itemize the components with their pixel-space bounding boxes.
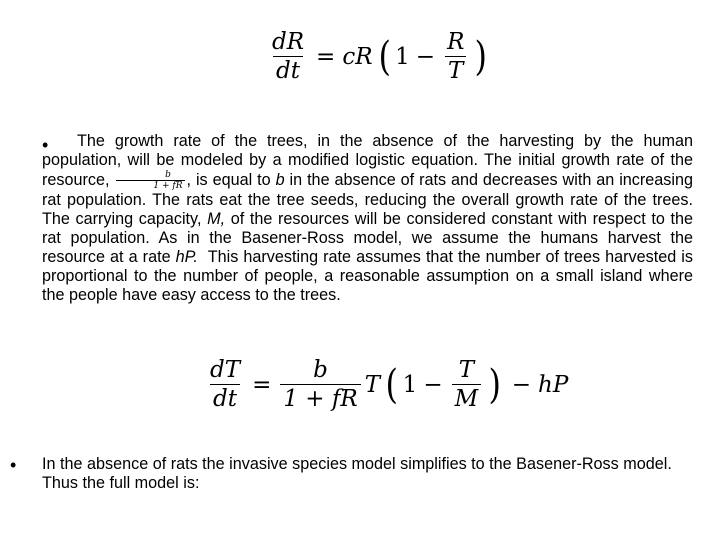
inline-fraction bbox=[116, 170, 184, 191]
bullet-point: • bbox=[10, 455, 17, 475]
variable-hp: hP. bbox=[175, 248, 198, 266]
close-paren: ) bbox=[488, 361, 502, 408]
constant-one: 1 bbox=[402, 371, 418, 398]
fraction-numerator: R bbox=[447, 29, 465, 55]
coefficient-cr: cR bbox=[342, 43, 373, 70]
fraction-denominator: M bbox=[452, 384, 482, 411]
minus-sign: − bbox=[511, 371, 532, 398]
paragraph-full-model-intro: In the absence of rats the invasive species model simplifies to the Basener-Ross model. Thus the full model is: bbox=[42, 455, 672, 492]
paragraph-tree-growth bbox=[42, 132, 693, 305]
variable-m: M, bbox=[207, 210, 226, 228]
variable-t: T bbox=[364, 371, 381, 398]
fraction-denominator: dt bbox=[273, 56, 303, 83]
fraction-denominator: 1 + fR bbox=[116, 180, 184, 191]
minus-sign: − bbox=[423, 371, 443, 398]
derivative-dr-dt bbox=[269, 30, 307, 83]
fraction-numerator: dT bbox=[210, 357, 241, 383]
fraction-numerator: b bbox=[313, 357, 328, 383]
fraction-denominator: dt bbox=[210, 384, 240, 411]
harvest-term-hp: hP bbox=[538, 371, 569, 398]
text-segment: The growth rate of the trees, in the absence of the harvesting by the human population, will be modeled by a modified logistic equation. The initial growth rate of the resource, bbox=[42, 132, 693, 189]
text-segment: This harvesting rate assumes that the number of trees harvested is proportional to the number of people, a reasonable assumption on a small island where the people have easy access to the trees. bbox=[42, 248, 694, 304]
fraction-denominator: T bbox=[445, 56, 466, 83]
derivative-dt-dt bbox=[207, 358, 243, 411]
fraction-numerator: b bbox=[165, 170, 171, 180]
equals-sign: = bbox=[316, 43, 336, 70]
close-paren: ) bbox=[474, 33, 488, 80]
fraction-numerator: T bbox=[458, 357, 475, 383]
fraction-numerator: dR bbox=[272, 29, 305, 55]
text-segment: , is equal to bbox=[186, 170, 271, 189]
minus-sign: − bbox=[415, 43, 436, 70]
constant-one: 1 bbox=[395, 43, 410, 70]
equation-tree-dynamics bbox=[204, 358, 569, 411]
text-segment: in the absence of rats and decreases with an increasing rat population. The rats eat the tree seeds, reducing the overall growth rate of the trees. The carrying capacity, bbox=[42, 170, 693, 228]
fraction-b-over-one-plus-fr bbox=[280, 358, 360, 411]
equation-resource-growth bbox=[266, 30, 492, 83]
bullet-point: • bbox=[42, 135, 49, 155]
variable-b: b bbox=[275, 170, 285, 189]
fraction-r-over-t bbox=[444, 30, 467, 83]
fraction-t-over-m bbox=[452, 358, 482, 411]
open-paren: ( bbox=[378, 33, 391, 80]
open-paren: ( bbox=[385, 361, 399, 408]
text-segment: of the resources will be considered constant with respect to the rat population. As in the Basener-Ross model, we assume the humans harvest the resource at a rate bbox=[42, 210, 694, 266]
fraction-denominator: 1 + fR bbox=[280, 384, 360, 411]
equals-sign: = bbox=[252, 371, 272, 398]
